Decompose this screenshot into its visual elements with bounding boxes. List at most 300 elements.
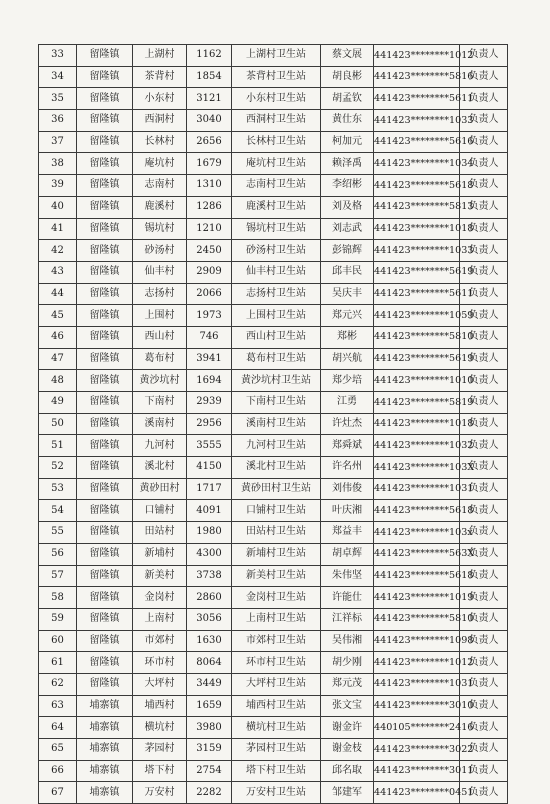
station-name-cell: 新美村卫生站 [232,565,321,587]
table-row [39,739,508,761]
row-number: 35 [39,88,77,110]
town-cell: 留隆镇 [77,218,133,240]
id-number-cell: 441423********1031 [374,673,460,695]
population-cell: 1162 [187,45,232,67]
station-name-cell: 黄砂田村卫生站 [232,478,321,500]
roster-body [39,45,508,804]
id-number-cell: 441423********103X [374,457,460,479]
village-cell: 埔西村 [133,695,187,717]
village-cell: 上南村 [133,608,187,630]
row-number: 64 [39,717,77,739]
station-name-cell: 大坪村卫生站 [232,673,321,695]
row-number: 44 [39,283,77,305]
person-name-cell: 朱伟坚 [321,565,374,587]
role-cell: 负责人 [460,500,508,522]
id-number-cell: 441423********3022 [374,739,460,761]
town-cell: 埔寨镇 [77,717,133,739]
town-cell: 埔寨镇 [77,739,133,761]
station-name-cell: 茅园村卫生站 [232,739,321,761]
station-name-cell: 西山村卫生站 [232,326,321,348]
person-name-cell: 胡孟钦 [321,88,374,110]
village-cell: 大坪村 [133,673,187,695]
station-name-cell: 志南村卫生站 [232,175,321,197]
population-cell: 3040 [187,110,232,132]
town-cell: 留隆镇 [77,478,133,500]
population-cell: 1679 [187,153,232,175]
population-cell: 4091 [187,500,232,522]
person-name-cell: 江祥标 [321,608,374,630]
table-row [39,131,508,153]
table-row [39,88,508,110]
station-name-cell: 新埔村卫生站 [232,543,321,565]
village-cell: 下南村 [133,392,187,414]
person-name-cell: 胡良彬 [321,66,374,88]
id-number-cell: 441423********563X [374,543,460,565]
town-cell: 留隆镇 [77,587,133,609]
town-cell: 留隆镇 [77,196,133,218]
village-cell: 田站村 [133,522,187,544]
town-cell: 留隆镇 [77,66,133,88]
station-name-cell: 下南村卫生站 [232,392,321,414]
population-cell: 3449 [187,673,232,695]
table-row [39,66,508,88]
village-cell: 环市村 [133,652,187,674]
station-name-cell: 黄沙坑村卫生站 [232,370,321,392]
id-number-cell: 441423********5819 [374,392,460,414]
row-number: 59 [39,608,77,630]
town-cell: 留隆镇 [77,500,133,522]
row-number: 55 [39,522,77,544]
person-name-cell: 李绍彬 [321,175,374,197]
role-cell: 负责人 [460,565,508,587]
town-cell: 留隆镇 [77,348,133,370]
village-cell: 长林村 [133,131,187,153]
town-cell: 留隆镇 [77,283,133,305]
table-row [39,261,508,283]
table-row [39,782,508,804]
town-cell: 留隆镇 [77,652,133,674]
role-cell: 负责人 [460,218,508,240]
person-name-cell: 许灶杰 [321,413,374,435]
table-row [39,435,508,457]
role-cell: 负责人 [460,478,508,500]
person-name-cell: 张文宝 [321,695,374,717]
person-name-cell: 谢金枝 [321,739,374,761]
population-cell: 746 [187,326,232,348]
station-name-cell: 西洞村卫生站 [232,110,321,132]
station-name-cell: 茶背村卫生站 [232,66,321,88]
role-cell: 负责人 [460,608,508,630]
station-name-cell: 埔西村卫生站 [232,695,321,717]
town-cell: 留隆镇 [77,608,133,630]
population-cell: 2860 [187,587,232,609]
village-cell: 口铺村 [133,500,187,522]
station-name-cell: 小东村卫生站 [232,88,321,110]
id-number-cell: 441423********1033 [374,240,460,262]
station-name-cell: 田站村卫生站 [232,522,321,544]
role-cell: 负责人 [460,630,508,652]
town-cell: 留隆镇 [77,45,133,67]
population-cell: 3056 [187,608,232,630]
role-cell: 负责人 [460,435,508,457]
row-number: 33 [39,45,77,67]
town-cell: 留隆镇 [77,543,133,565]
id-number-cell: 441423********5816 [374,66,460,88]
role-cell: 负责人 [460,66,508,88]
row-number: 51 [39,435,77,457]
person-name-cell: 吴伟湘 [321,630,374,652]
village-cell: 庵坑村 [133,153,187,175]
station-name-cell: 市郊村卫生站 [232,630,321,652]
table-row [39,565,508,587]
station-name-cell: 金岗村卫生站 [232,587,321,609]
population-cell: 4150 [187,457,232,479]
population-cell: 2450 [187,240,232,262]
person-name-cell: 叶庆湘 [321,500,374,522]
village-cell: 黄沙坑村 [133,370,187,392]
table-row [39,175,508,197]
row-number: 67 [39,782,77,804]
village-cell: 茅园村 [133,739,187,761]
person-name-cell: 吴庆丰 [321,283,374,305]
town-cell: 留隆镇 [77,630,133,652]
person-name-cell: 彭锦辉 [321,240,374,262]
id-number-cell: 441423********5619 [374,261,460,283]
role-cell: 负责人 [460,543,508,565]
row-number: 38 [39,153,77,175]
id-number-cell: 441423********5810 [374,326,460,348]
table-row [39,543,508,565]
town-cell: 留隆镇 [77,153,133,175]
person-name-cell: 蔡文展 [321,45,374,67]
row-number: 45 [39,305,77,327]
role-cell: 负责人 [460,673,508,695]
table-row [39,196,508,218]
person-name-cell: 郑少培 [321,370,374,392]
id-number-cell: 441423********5810 [374,608,460,630]
person-name-cell: 郑益丰 [321,522,374,544]
population-cell: 3738 [187,565,232,587]
role-cell: 负责人 [460,283,508,305]
row-number: 46 [39,326,77,348]
role-cell: 负责人 [460,45,508,67]
person-name-cell: 胡兴航 [321,348,374,370]
id-number-cell: 441423********1033 [374,110,460,132]
village-cell: 志南村 [133,175,187,197]
village-cell: 葛布村 [133,348,187,370]
village-cell: 金岗村 [133,587,187,609]
village-cell: 上湖村 [133,45,187,67]
role-cell: 负责人 [460,413,508,435]
role-cell: 负责人 [460,175,508,197]
row-number: 52 [39,457,77,479]
person-name-cell: 邹建军 [321,782,374,804]
role-cell: 负责人 [460,261,508,283]
station-name-cell: 庵坑村卫生站 [232,153,321,175]
station-name-cell: 溪南村卫生站 [232,413,321,435]
town-cell: 留隆镇 [77,457,133,479]
station-name-cell: 环市村卫生站 [232,652,321,674]
id-number-cell: 440105********2416 [374,717,460,739]
role-cell: 负责人 [460,370,508,392]
village-cell: 上围村 [133,305,187,327]
station-name-cell: 仙丰村卫生站 [232,261,321,283]
row-number: 36 [39,110,77,132]
population-cell: 1973 [187,305,232,327]
table-row [39,305,508,327]
role-cell: 负责人 [460,110,508,132]
village-cell: 西山村 [133,326,187,348]
population-cell: 2656 [187,131,232,153]
role-cell: 负责人 [460,131,508,153]
id-number-cell: 441423********1010 [374,370,460,392]
population-cell: 2939 [187,392,232,414]
village-cell: 黄砂田村 [133,478,187,500]
id-number-cell: 441423********5813 [374,196,460,218]
row-number: 49 [39,392,77,414]
station-name-cell: 砂汤村卫生站 [232,240,321,262]
town-cell: 留隆镇 [77,240,133,262]
village-cell: 仙丰村 [133,261,187,283]
station-name-cell: 横坑村卫生站 [232,717,321,739]
row-number: 65 [39,739,77,761]
population-cell: 2956 [187,413,232,435]
village-cell: 万安村 [133,782,187,804]
table-row [39,608,508,630]
role-cell: 负责人 [460,522,508,544]
station-name-cell: 葛布村卫生站 [232,348,321,370]
population-cell: 1717 [187,478,232,500]
population-cell: 8064 [187,652,232,674]
person-name-cell: 江勇 [321,392,374,414]
row-number: 37 [39,131,77,153]
role-cell: 负责人 [460,326,508,348]
population-cell: 2754 [187,760,232,782]
station-name-cell: 锡坑村卫生站 [232,218,321,240]
population-cell: 1310 [187,175,232,197]
id-number-cell: 441423********5611 [374,283,460,305]
id-number-cell: 441423********103x [374,522,460,544]
person-name-cell: 郑元茂 [321,673,374,695]
id-number-cell: 441423********3011 [374,760,460,782]
town-cell: 留隆镇 [77,392,133,414]
town-cell: 留隆镇 [77,673,133,695]
village-cell: 砂汤村 [133,240,187,262]
population-cell: 3159 [187,739,232,761]
population-cell: 2909 [187,261,232,283]
table-row [39,500,508,522]
table-row [39,240,508,262]
person-name-cell: 胡少刚 [321,652,374,674]
role-cell: 负责人 [460,305,508,327]
id-number-cell: 441423********1059 [374,305,460,327]
population-cell: 1694 [187,370,232,392]
population-cell: 3555 [187,435,232,457]
id-number-cell: 441423********5616 [374,131,460,153]
town-cell: 留隆镇 [77,175,133,197]
role-cell: 负责人 [460,760,508,782]
station-name-cell: 九河村卫生站 [232,435,321,457]
person-name-cell: 郑元兴 [321,305,374,327]
village-cell: 锡坑村 [133,218,187,240]
person-name-cell: 谢金许 [321,717,374,739]
id-number-cell: 441423********5618 [374,500,460,522]
population-cell: 1854 [187,66,232,88]
village-cell: 鹿溪村 [133,196,187,218]
row-number: 58 [39,587,77,609]
town-cell: 留隆镇 [77,565,133,587]
id-number-cell: 441423********5611 [374,88,460,110]
id-number-cell: 441423********1012 [374,45,460,67]
table-row [39,218,508,240]
row-number: 62 [39,673,77,695]
town-cell: 留隆镇 [77,370,133,392]
row-number: 53 [39,478,77,500]
role-cell: 负责人 [460,348,508,370]
person-name-cell: 许名州 [321,457,374,479]
role-cell: 负责人 [460,392,508,414]
table-row [39,45,508,67]
village-cell: 西洞村 [133,110,187,132]
id-number-cell: 441423********1018 [374,413,460,435]
id-number-cell: 441423********0451 [374,782,460,804]
population-cell: 3941 [187,348,232,370]
village-cell: 市郊村 [133,630,187,652]
row-number: 63 [39,695,77,717]
table-row [39,760,508,782]
population-cell: 1210 [187,218,232,240]
row-number: 41 [39,218,77,240]
table-row [39,370,508,392]
person-name-cell: 郑舜斌 [321,435,374,457]
row-number: 56 [39,543,77,565]
population-cell: 1659 [187,695,232,717]
id-number-cell: 441423********5619 [374,348,460,370]
id-number-cell: 441423********1031 [374,478,460,500]
row-number: 42 [39,240,77,262]
person-name-cell: 郑彬 [321,326,374,348]
town-cell: 留隆镇 [77,435,133,457]
row-number: 66 [39,760,77,782]
row-number: 39 [39,175,77,197]
person-name-cell: 邱丰民 [321,261,374,283]
row-number: 61 [39,652,77,674]
id-number-cell: 441423********1098 [374,630,460,652]
id-number-cell: 441423********1012 [374,652,460,674]
person-name-cell: 许能仕 [321,587,374,609]
station-name-cell: 塔下村卫生站 [232,760,321,782]
village-cell: 九河村 [133,435,187,457]
table-row [39,478,508,500]
person-name-cell: 刘伟俊 [321,478,374,500]
row-number: 47 [39,348,77,370]
station-name-cell: 上湖村卫生站 [232,45,321,67]
table-row [39,110,508,132]
population-cell: 4300 [187,543,232,565]
population-cell: 3980 [187,717,232,739]
person-name-cell: 刘及格 [321,196,374,218]
row-number: 43 [39,261,77,283]
town-cell: 埔寨镇 [77,695,133,717]
population-cell: 1630 [187,630,232,652]
village-cell: 新埔村 [133,543,187,565]
row-number: 57 [39,565,77,587]
role-cell: 负责人 [460,240,508,262]
id-number-cell: 441423********1018 [374,218,460,240]
village-cell: 小东村 [133,88,187,110]
row-number: 48 [39,370,77,392]
table-row [39,695,508,717]
id-number-cell: 441423********1019 [374,587,460,609]
person-name-cell: 邱名取 [321,760,374,782]
town-cell: 留隆镇 [77,261,133,283]
id-number-cell: 441423********1034 [374,153,460,175]
population-cell: 1286 [187,196,232,218]
town-cell: 留隆镇 [77,326,133,348]
role-cell: 负责人 [460,782,508,804]
village-cell: 溪南村 [133,413,187,435]
town-cell: 留隆镇 [77,88,133,110]
village-cell: 溪北村 [133,457,187,479]
station-name-cell: 口铺村卫生站 [232,500,321,522]
row-number: 50 [39,413,77,435]
station-name-cell: 上围村卫生站 [232,305,321,327]
role-cell: 负责人 [460,652,508,674]
role-cell: 负责人 [460,739,508,761]
row-number: 60 [39,630,77,652]
table-row [39,348,508,370]
person-name-cell: 黄仕东 [321,110,374,132]
table-row [39,283,508,305]
station-name-cell: 万安村卫生站 [232,782,321,804]
table-row [39,717,508,739]
town-cell: 留隆镇 [77,305,133,327]
table-row [39,413,508,435]
role-cell: 负责人 [460,153,508,175]
population-cell: 2282 [187,782,232,804]
table-row [39,587,508,609]
table-row [39,522,508,544]
health-station-roster-table [38,44,508,804]
village-cell: 新美村 [133,565,187,587]
population-cell: 3121 [187,88,232,110]
id-number-cell: 441423********1032 [374,435,460,457]
town-cell: 埔寨镇 [77,760,133,782]
town-cell: 留隆镇 [77,131,133,153]
id-number-cell: 441423********5618 [374,565,460,587]
town-cell: 埔寨镇 [77,782,133,804]
role-cell: 负责人 [460,717,508,739]
station-name-cell: 鹿溪村卫生站 [232,196,321,218]
village-cell: 茶背村 [133,66,187,88]
table-row [39,153,508,175]
person-name-cell: 胡卓辉 [321,543,374,565]
table-row [39,326,508,348]
person-name-cell: 刘志武 [321,218,374,240]
id-number-cell: 441423********3010 [374,695,460,717]
table-row [39,457,508,479]
table-row [39,652,508,674]
row-number: 54 [39,500,77,522]
village-cell: 塔下村 [133,760,187,782]
table-row [39,392,508,414]
table-row [39,673,508,695]
station-name-cell: 上南村卫生站 [232,608,321,630]
station-name-cell: 志扬村卫生站 [232,283,321,305]
station-name-cell: 长林村卫生站 [232,131,321,153]
population-cell: 1980 [187,522,232,544]
town-cell: 留隆镇 [77,413,133,435]
